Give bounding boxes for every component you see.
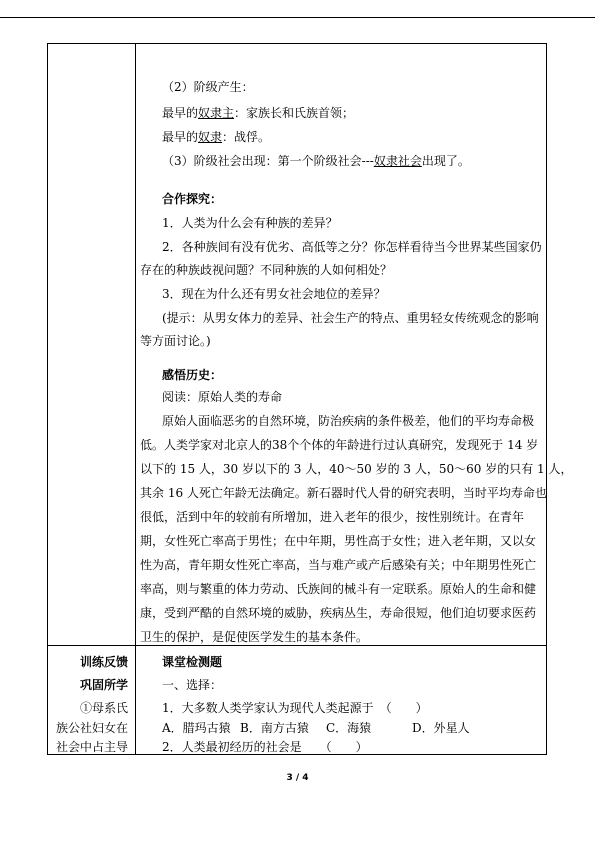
society-rest: 出现了。 (421, 154, 470, 168)
left-note-line2: 族公社妇女在 (56, 721, 129, 735)
earliest-owner-line (162, 106, 354, 120)
cooperation-hint-line2: 等方面讨论。) (140, 334, 211, 348)
slave-rest: ：战俘。 (222, 130, 271, 144)
exercise-heading: 课堂检测题 (162, 655, 223, 669)
class-society-line (162, 154, 470, 168)
history-paragraph-line: 原始人面临恶劣的自然环境，防治疾病的条件极差，他们的平均寿命极 (162, 414, 535, 428)
society-term: 奴隶社会 (373, 154, 422, 168)
cooperation-q3: 3．现在为什么还有男女社会地位的差异？ (162, 287, 386, 301)
history-paragraph-line: 卫生的保护，是促使医学发生的基本条件。 (140, 630, 369, 644)
earliest-slave-line (162, 130, 270, 144)
history-reading-title: 阅读：原始人类的寿命 (162, 390, 283, 404)
cooperation-heading: 合作探究： (162, 192, 223, 206)
column-divider (135, 43, 136, 755)
table-frame (47, 43, 547, 755)
history-heading: 感悟历史： (162, 368, 223, 382)
slave-term: 奴隶 (198, 130, 223, 144)
cooperation-q1: 1．人类为什么会有种族的差异？ (162, 216, 338, 230)
exercise-q1-option-a: A．腊玛古猿 (162, 721, 231, 735)
cooperation-q2-line1: 2．各种族间有没有优劣、高低等之分？你怎样看待当今世界某些国家仍 (162, 240, 542, 254)
exercise-q1-option-d: D．外星人 (412, 721, 470, 735)
history-paragraph-line: 性为高，青年期女性死亡率高，当与难产或产后感染有关；中年期男性死亡 (140, 558, 537, 572)
exercise-q1-option-c: C．海猿 (326, 721, 372, 735)
owner-term: 奴隶主 (198, 106, 235, 120)
left-label-feedback: 训练反馈 (80, 655, 129, 669)
history-paragraph-line: 以下的 15 人，30 岁以下的 3 人，40～50 岁的 3 人，50～60 岁的只有 1 人， (140, 462, 573, 476)
owner-prefix: 最早的 (162, 106, 199, 120)
cooperation-hint-line1: (提示：从男女体力的差异、社会生产的特点、重男轻女传统观念的影响 (162, 311, 539, 325)
cooperation-q2-line2: 存在的种族歧视问题？不同种族的人如何相处？ (140, 263, 393, 277)
history-paragraph-line: 很低，活到中年的较前有所增加，进入老年的很少，按性别统计。在青年 (140, 510, 525, 524)
exercise-section: 一、选择： (162, 678, 223, 692)
owner-rest: ：家族长和氏族首领； (234, 106, 355, 120)
exercise-q1: 1．大多数人类学家认为现代人类起源于 （ ） (162, 701, 428, 715)
history-paragraph-line: 其余 16 人死亡年龄无法确定。新石器时代人骨的研究表明，当时平均寿命也 (140, 486, 547, 500)
slave-prefix: 最早的 (162, 130, 199, 144)
history-paragraph-line: 率高，则与繁重的体力劳动、氏族间的械斗有一定联系。原始人的生命和健 (140, 582, 537, 596)
left-note-line1: ①母系氏 (80, 701, 129, 715)
exercise-q1-option-b: B．南方古猿 (240, 721, 309, 735)
history-paragraph-line: 低。人类学家对北京人的38个个体的年龄进行过认真研究，发现死于 14 岁 (140, 438, 539, 452)
exercise-q2: 2．人类最初经历的社会是 （ ） (162, 740, 368, 754)
history-paragraph-line: 康，受到严酷的自然环境的威胁，疾病丛生，寿命很短，他们迫切要求医药 (140, 606, 537, 620)
class-emergence-heading: （2）阶级产生： (162, 80, 254, 94)
header-rule (0, 17, 595, 18)
society-prefix: （3）阶级社会出现：第一个阶级社会--- (162, 154, 374, 168)
row-divider (47, 645, 547, 646)
left-note-line3: 社会中占主导 (56, 740, 129, 754)
history-paragraph-line: 期，女性死亡率高于男性；在中年期，男性高于女性；进入老年期，又以女 (140, 534, 537, 548)
left-label-consolidate: 巩固所学 (80, 678, 129, 692)
page-number: 3 / 4 (286, 773, 309, 783)
